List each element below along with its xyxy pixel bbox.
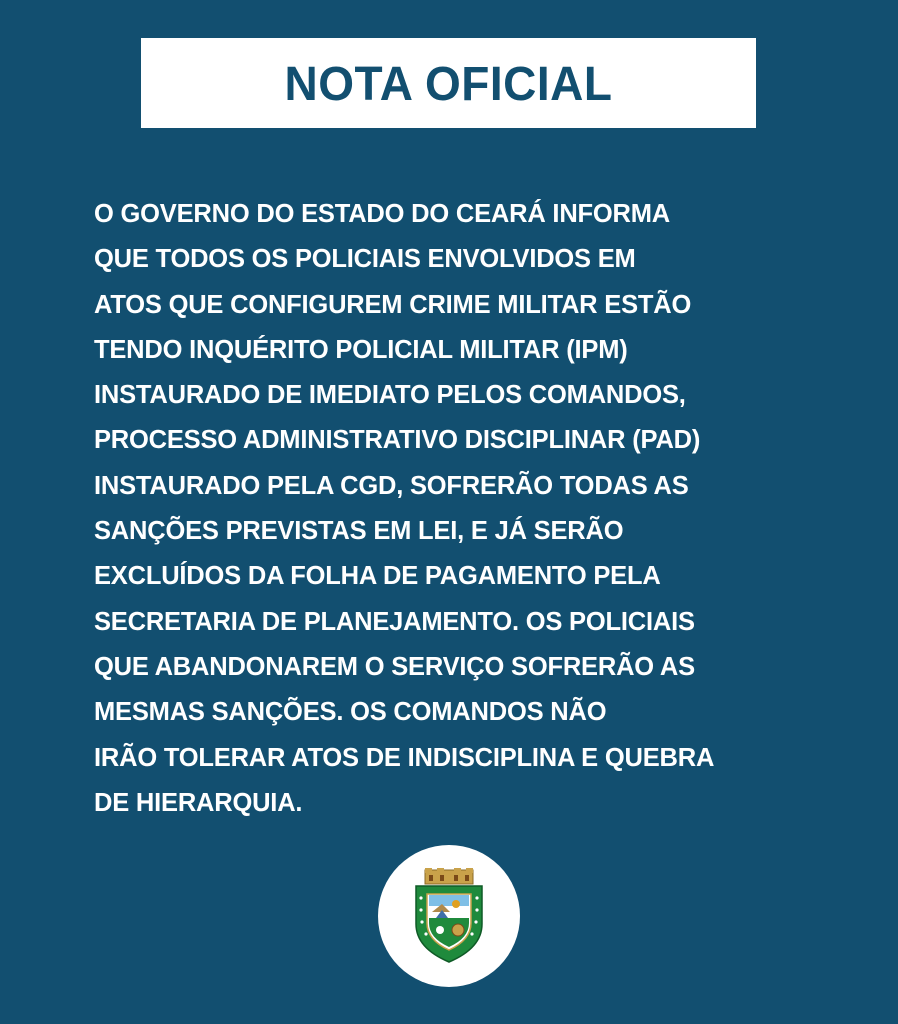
- official-note-body: [94, 192, 834, 826]
- body-line: QUE ABANDONAREM O SERVIÇO SOFRERÃO AS: [94, 652, 695, 681]
- seal-badge: [378, 845, 520, 987]
- title-box: [141, 38, 756, 128]
- body-line: QUE TODOS OS POLICIAIS ENVOLVIDOS EM: [94, 245, 636, 274]
- body-line: PROCESSO ADMINISTRATIVO DISCIPLINAR (PAD): [94, 426, 701, 455]
- body-line: DE HIERARQUIA.: [94, 788, 303, 817]
- body-line: IRÃO TOLERAR ATOS DE INDISCIPLINA E QUEBRA: [94, 743, 715, 772]
- body-line: INSTAURADO DE IMEDIATO PELOS COMANDOS,: [94, 381, 686, 410]
- page-title: NOTA OFICIAL: [284, 55, 613, 111]
- ceara-coat-of-arms-icon: [412, 868, 486, 964]
- body-line: MESMAS SANÇÕES. OS COMANDOS NÃO: [94, 698, 607, 727]
- body-line: TENDO INQUÉRITO POLICIAL MILITAR (IPM): [94, 335, 628, 364]
- body-line: EXCLUÍDOS DA FOLHA DE PAGAMENTO PELA: [94, 562, 661, 591]
- body-line: O GOVERNO DO ESTADO DO CEARÁ INFORMA: [94, 200, 671, 228]
- body-line: SANÇÕES PREVISTAS EM LEI, E JÁ SERÃO: [94, 517, 624, 546]
- body-line: INSTAURADO PELA CGD, SOFRERÃO TODAS AS: [94, 471, 689, 500]
- body-line: SECRETARIA DE PLANEJAMENTO. OS POLICIAIS: [94, 607, 695, 636]
- body-line: ATOS QUE CONFIGUREM CRIME MILITAR ESTÃO: [94, 290, 692, 319]
